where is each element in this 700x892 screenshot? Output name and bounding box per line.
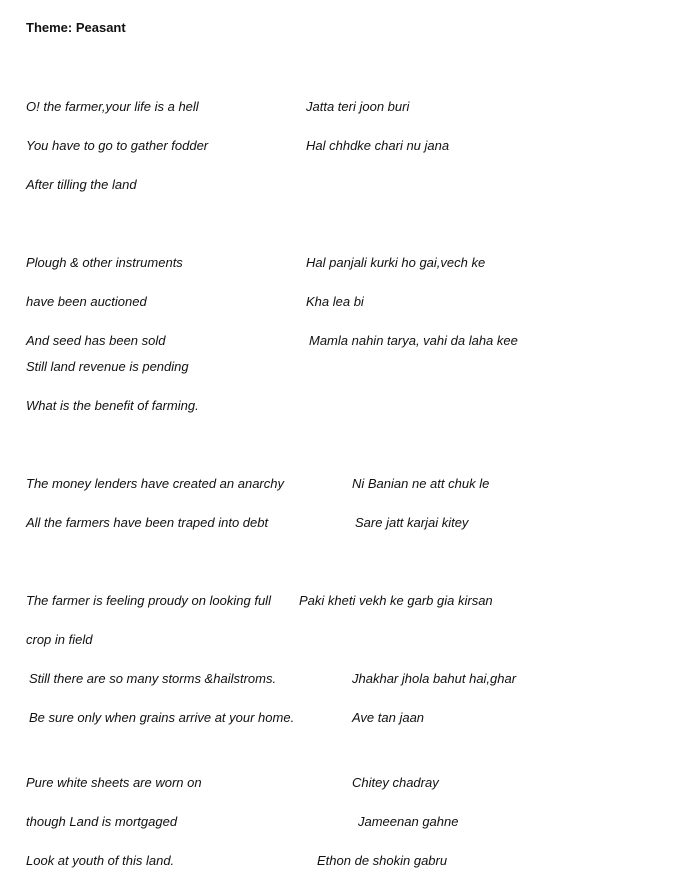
english-line: Plough & other instruments	[26, 255, 183, 270]
punjabi-line: Sare jatt karjai kitey	[355, 515, 469, 530]
english-line: Still land revenue is pending	[26, 359, 189, 374]
english-line: O! the farmer,your life is a hell	[26, 99, 199, 114]
punjabi-line: Jatta teri joon buri	[306, 99, 410, 114]
punjabi-line: Kha lea bi	[306, 294, 364, 309]
punjabi-line: Hal chhdke chari nu jana	[306, 138, 450, 153]
english-line: And seed has been sold	[26, 333, 166, 348]
punjabi-line: Paki kheti vekh ke garb gia kirsan	[299, 593, 493, 608]
punjabi-line: Mamla nahin tarya, vahi da laha kee	[309, 333, 518, 348]
punjabi-line: Hal panjali kurki ho gai,vech ke	[306, 255, 486, 270]
punjabi-line: Ni Banian ne att chuk le	[352, 476, 490, 491]
english-line: The money lenders have created an anarchy	[26, 476, 284, 491]
punjabi-line: Jameenan gahne	[358, 814, 459, 829]
english-line: have been auctioned	[26, 294, 147, 309]
english-line: The farmer is feeling proudy on looking full	[26, 593, 271, 608]
english-line: Look at youth of this land.	[26, 853, 175, 868]
english-line: though Land is mortgaged	[26, 814, 178, 829]
english-line: After tilling the land	[26, 177, 137, 192]
punjabi-line: Ave tan jaan	[352, 710, 425, 725]
theme-heading: Theme: Peasant	[26, 20, 126, 35]
english-line: crop in field	[26, 632, 93, 647]
punjabi-line: Chitey chadray	[352, 775, 439, 790]
english-line: Be sure only when grains arrive at your home.	[29, 710, 295, 725]
punjabi-line: Ethon de shokin gabru	[317, 853, 448, 868]
english-line: What is the benefit of farming.	[26, 398, 199, 413]
english-line: All the farmers have been traped into debt	[26, 515, 269, 530]
english-line: Still there are so many storms &hailstroms.	[29, 671, 277, 686]
english-line: You have to go to gather fodder	[26, 138, 209, 153]
english-line: Pure white sheets are worn on	[26, 775, 202, 790]
punjabi-line: Jhakhar jhola bahut hai,ghar	[352, 671, 517, 686]
